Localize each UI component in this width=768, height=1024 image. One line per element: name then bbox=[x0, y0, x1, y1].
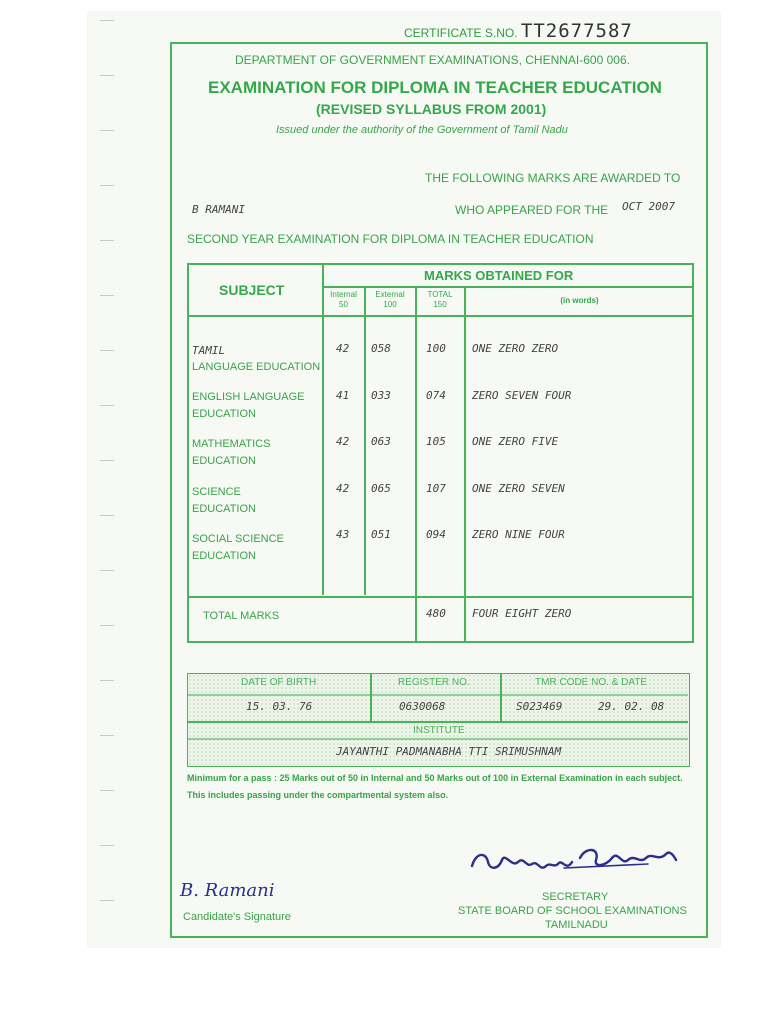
internal-mark: 42 bbox=[336, 482, 350, 495]
punch-mark bbox=[100, 625, 114, 626]
internal-mark: 42 bbox=[336, 342, 350, 355]
punch-mark bbox=[100, 75, 114, 76]
appeared-text: WHO APPEARED FOR THE bbox=[455, 203, 609, 217]
department-line: DEPARTMENT OF GOVERNMENT EXAMINATIONS, CHENNAI-600 006. bbox=[235, 53, 630, 67]
exam-session: OCT 2007 bbox=[622, 200, 675, 213]
state-name: TAMILNADU bbox=[545, 919, 608, 931]
serial-number: TT2677587 bbox=[520, 20, 633, 42]
date-of-birth: 15. 03. 76 bbox=[246, 700, 313, 713]
subject-name: SCIENCE EDUCATION bbox=[192, 486, 256, 515]
internal-header: Internal 50 bbox=[330, 290, 357, 309]
total-marks-label: TOTAL MARKS bbox=[203, 610, 280, 622]
internal-mark: 41 bbox=[336, 389, 350, 402]
secretary-title: SECRETARY bbox=[542, 891, 609, 903]
subject-name: MATHEMATICS EDUCATION bbox=[192, 438, 271, 467]
marks-table bbox=[187, 263, 694, 643]
external-mark: 033 bbox=[371, 389, 391, 402]
marks-in-words: ONE ZERO FIVE bbox=[472, 435, 559, 448]
pass-criteria-note: Minimum for a pass : 25 Marks out of 50 in Internal and 50 Marks out of 100 in External Examination in each subject. This includes passing under the compartmental system also. bbox=[187, 773, 683, 800]
marks-in-words: ZERO SEVEN FOUR bbox=[472, 389, 572, 402]
punch-mark bbox=[100, 845, 114, 846]
punch-mark bbox=[100, 570, 114, 571]
punch-mark bbox=[100, 20, 114, 21]
punch-mark bbox=[100, 295, 114, 296]
certificate-subtitle: (REVISED SYLLABUS FROM 2001) bbox=[316, 101, 547, 117]
subject-name: SOCIAL SCIENCE EDUCATION bbox=[192, 533, 284, 562]
secretary-signature bbox=[468, 838, 683, 883]
punch-mark bbox=[100, 735, 114, 736]
marks-in-words: ZERO NINE FOUR bbox=[472, 528, 565, 541]
total-mark: 105 bbox=[426, 435, 446, 448]
tmr-label: TMR CODE NO. & DATE bbox=[535, 677, 648, 688]
total-mark: 100 bbox=[426, 342, 446, 355]
punch-mark bbox=[100, 460, 114, 461]
certificate-title: EXAMINATION FOR DIPLOMA IN TEACHER EDUCATION bbox=[208, 78, 662, 97]
total-mark: 107 bbox=[426, 482, 446, 495]
external-mark: 065 bbox=[371, 482, 391, 495]
candidate-name: B RAMANI bbox=[192, 203, 245, 216]
awarded-text: THE FOLLOWING MARKS ARE AWARDED TO bbox=[425, 171, 681, 185]
subject-header: SUBJECT bbox=[219, 282, 285, 298]
punch-mark bbox=[100, 240, 114, 241]
external-mark: 051 bbox=[371, 528, 391, 541]
marks-in-words: ONE ZERO SEVEN bbox=[472, 482, 565, 495]
tmr-code: S023469 bbox=[516, 700, 563, 713]
authority-line: Issued under the authority of the Government of Tamil Nadu bbox=[276, 124, 568, 136]
subject-name: ENGLISH LANGUAGE EDUCATION bbox=[192, 391, 305, 420]
external-mark: 058 bbox=[371, 342, 391, 355]
total-mark: 074 bbox=[426, 389, 446, 402]
dob-label: DATE OF BIRTH bbox=[241, 677, 317, 688]
punch-mark bbox=[100, 185, 114, 186]
candidate-signature-label: Candidate's Signature bbox=[183, 911, 291, 923]
words-header: (in words) bbox=[560, 296, 599, 305]
total-marks-value: 480 bbox=[426, 607, 446, 620]
marks-in-words: ONE ZERO ZERO bbox=[472, 342, 559, 355]
external-header: External 100 bbox=[375, 290, 405, 309]
tmr-date: 29. 02. 08 bbox=[598, 700, 665, 713]
punch-mark bbox=[100, 405, 114, 406]
board-name: STATE BOARD OF SCHOOL EXAMINATIONS bbox=[458, 905, 687, 917]
marks-header: MARKS OBTAINED FOR bbox=[424, 268, 574, 283]
internal-mark: 42 bbox=[336, 435, 350, 448]
punch-mark bbox=[100, 680, 114, 681]
exam-line: SECOND YEAR EXAMINATION FOR DIPLOMA IN TEACHER EDUCATION bbox=[187, 232, 594, 246]
total-header: TOTAL 150 bbox=[427, 290, 453, 309]
punch-mark bbox=[100, 900, 114, 901]
register-number: 0630068 bbox=[399, 700, 446, 713]
certificate-serial bbox=[404, 20, 633, 42]
external-mark: 063 bbox=[371, 435, 391, 448]
punch-mark bbox=[100, 350, 114, 351]
candidate-signature: B. Ramani bbox=[180, 880, 275, 901]
punch-mark bbox=[100, 790, 114, 791]
serial-label: CERTIFICATE S.NO. bbox=[404, 26, 518, 40]
internal-mark: 43 bbox=[336, 528, 350, 541]
candidate-details-box bbox=[187, 673, 690, 767]
punch-mark bbox=[100, 515, 114, 516]
total-marks-words: FOUR EIGHT ZERO bbox=[472, 607, 572, 620]
subject-name: TAMIL LANGUAGE EDUCATION bbox=[192, 344, 321, 373]
register-label: REGISTER NO. bbox=[398, 677, 470, 688]
institute-name: JAYANTHI PADMANABHA TTI SRIMUSHNAM bbox=[336, 745, 562, 758]
punch-mark bbox=[100, 130, 114, 131]
institute-label: INSTITUTE bbox=[413, 725, 465, 736]
total-mark: 094 bbox=[426, 528, 446, 541]
